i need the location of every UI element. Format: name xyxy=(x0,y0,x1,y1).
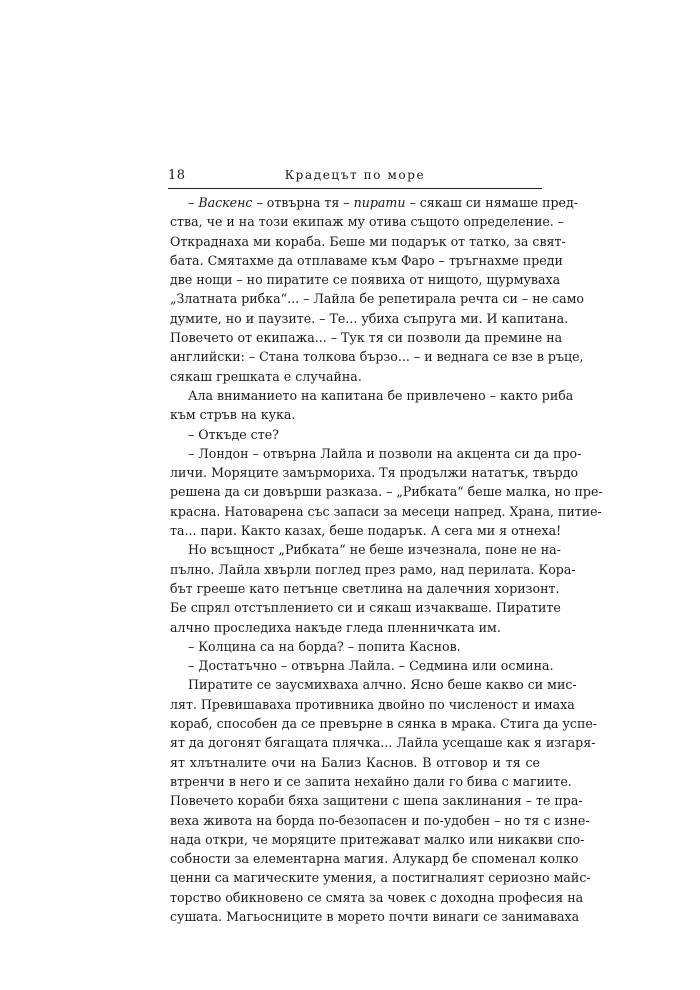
text-line xyxy=(170,907,580,926)
text-run: ят да догонят бягащата плячка... Лайла усещаше как я изгаря- xyxy=(170,735,596,751)
text-line xyxy=(170,733,596,752)
text-line xyxy=(170,753,540,772)
text-run: Повечето от екипажа... – Тук тя си позволи да премине на xyxy=(170,330,563,346)
text-line xyxy=(170,444,582,463)
body-text xyxy=(170,193,603,926)
text-run: бата. Смятахме да отплаваме към Фаро – тръгнахме преди xyxy=(170,252,563,268)
italic-text: пирати xyxy=(353,195,406,210)
text-run: Ала вниманието на капитана бе привлечено – както риба xyxy=(188,387,574,403)
text-run: ства, че и на този екипаж му отива същото определение. – xyxy=(170,214,565,230)
text-line xyxy=(170,637,540,656)
text-run: бът грееше като петънце светлина на далечния хоризонт. xyxy=(170,580,560,596)
text-run: решена да си довърши разказа. – „Рибката“ беше малка, но пре- xyxy=(170,484,603,500)
text-line xyxy=(170,579,560,598)
text-line xyxy=(170,463,579,482)
text-run: към стръв на кука. xyxy=(170,407,296,423)
text-run: думите, но и паузите. – Те... убиха съпруга ми. И капитана. xyxy=(170,310,569,326)
text-run: Но всъщност „Рибката“ не беше изчезнала, поне не на- xyxy=(188,542,561,558)
text-line xyxy=(170,540,561,559)
text-line xyxy=(170,811,590,830)
text-run: Повечето кораби бяха защитени с шепа заклинания – те пра- xyxy=(170,793,583,809)
text-run: – Достатъчно – отвърна Лайла. – Седмина или осмина. xyxy=(188,658,554,674)
text-run: „Златната рибка“... – Лайла бе репетирала речта си – не само xyxy=(170,291,585,307)
text-run: – Лондон – отвърна Лайла и позволи на акцента си да про- xyxy=(188,445,582,461)
text-line xyxy=(170,193,579,212)
text-line xyxy=(170,772,572,791)
text-line xyxy=(170,251,563,270)
text-line xyxy=(170,309,569,328)
text-run: пълно. Лайла хвърли поглед през рамо, над перилата. Кора- xyxy=(170,561,576,577)
text-run: торство обикновено се смята за човек с доходна професия на xyxy=(170,889,584,905)
text-line xyxy=(170,675,577,694)
text-run: – xyxy=(188,195,199,210)
text-run: – отвърна тя – xyxy=(252,195,354,210)
text-line xyxy=(170,714,598,733)
text-line xyxy=(170,618,540,637)
text-line xyxy=(170,270,561,289)
text-run: алчно проследиха накъде гледа пленничката им. xyxy=(170,619,501,635)
page-number: 18 xyxy=(168,168,186,183)
italic-text: Васкенс xyxy=(198,195,253,210)
text-run: – сякаш си нямаше пред- xyxy=(405,195,579,210)
text-line xyxy=(170,405,540,424)
text-run: лят. Превишаваха противника двойно по численост и имаха xyxy=(170,696,575,712)
text-line xyxy=(170,502,602,521)
text-run: Бе спрял отстъплението си и сякаш изчакваше. Пиратите xyxy=(170,600,561,616)
text-line xyxy=(170,367,540,386)
text-run: веха живота на борда по-безопасен и по-удобен – но тя с изне- xyxy=(170,812,590,828)
text-line xyxy=(170,232,566,251)
text-run: собности за елементарна магия. Алукард бе споменал колко xyxy=(170,851,579,867)
text-run: нада откри, че моряците притежават малко или никакви спо- xyxy=(170,831,585,847)
text-run: ят хлътналите очи на Бализ Каснов. В отговор и тя се xyxy=(170,754,540,770)
text-line xyxy=(170,289,585,308)
text-run: английски: – Стана толкова бързо... – и веднага се взе в ръце, xyxy=(170,349,584,365)
text-line xyxy=(170,888,584,907)
text-run: личи. Моряците замърмориха. Тя продължи нататък, твърдо xyxy=(170,465,579,481)
text-line xyxy=(170,328,563,347)
text-run: Откраднаха ми кораба. Беше ми подарък от татко, за свят- xyxy=(170,233,566,249)
text-line xyxy=(170,830,585,849)
text-line xyxy=(170,656,554,675)
text-line xyxy=(170,347,584,366)
text-line xyxy=(170,598,561,617)
text-line xyxy=(170,521,562,540)
text-line xyxy=(170,791,583,810)
text-run: – Колцина са на борда? – попита Каснов. xyxy=(188,638,461,654)
text-run: красна. Натоварена със запаси за месеци напред. Храна, питие- xyxy=(170,503,602,519)
text-line xyxy=(170,868,591,887)
text-run: кораб, способен да се превърне в сянка в мрака. Стига да успе- xyxy=(170,716,598,732)
text-line xyxy=(170,482,603,501)
text-run: та... пари. Както казах, беше подарък. А сега ми я отнеха! xyxy=(170,523,562,539)
running-header xyxy=(168,166,542,189)
text-run: ценни са магическите умения, а постигналият сериозно майс- xyxy=(170,870,591,886)
text-run: Пиратите се заусмихваха алчно. Ясно беше какво си мис- xyxy=(188,677,577,693)
text-run: втренчи в него и се запита нехайно дали го бива с магиите. xyxy=(170,773,572,789)
text-line xyxy=(170,849,579,868)
text-run: сякаш грешката е случайна. xyxy=(170,368,362,384)
text-run: сушата. Магьосниците в морето почти винаги се занимаваха xyxy=(170,908,580,924)
running-title: Крадецът по море xyxy=(284,168,426,182)
text-line xyxy=(170,695,575,714)
text-line xyxy=(170,425,540,444)
text-run: две нощи – но пиратите се появиха от нищото, щурмуваха xyxy=(170,272,561,288)
text-line xyxy=(170,560,576,579)
text-run: – Откъде сте? xyxy=(188,426,279,442)
text-line xyxy=(170,386,574,405)
text-line xyxy=(170,212,565,231)
